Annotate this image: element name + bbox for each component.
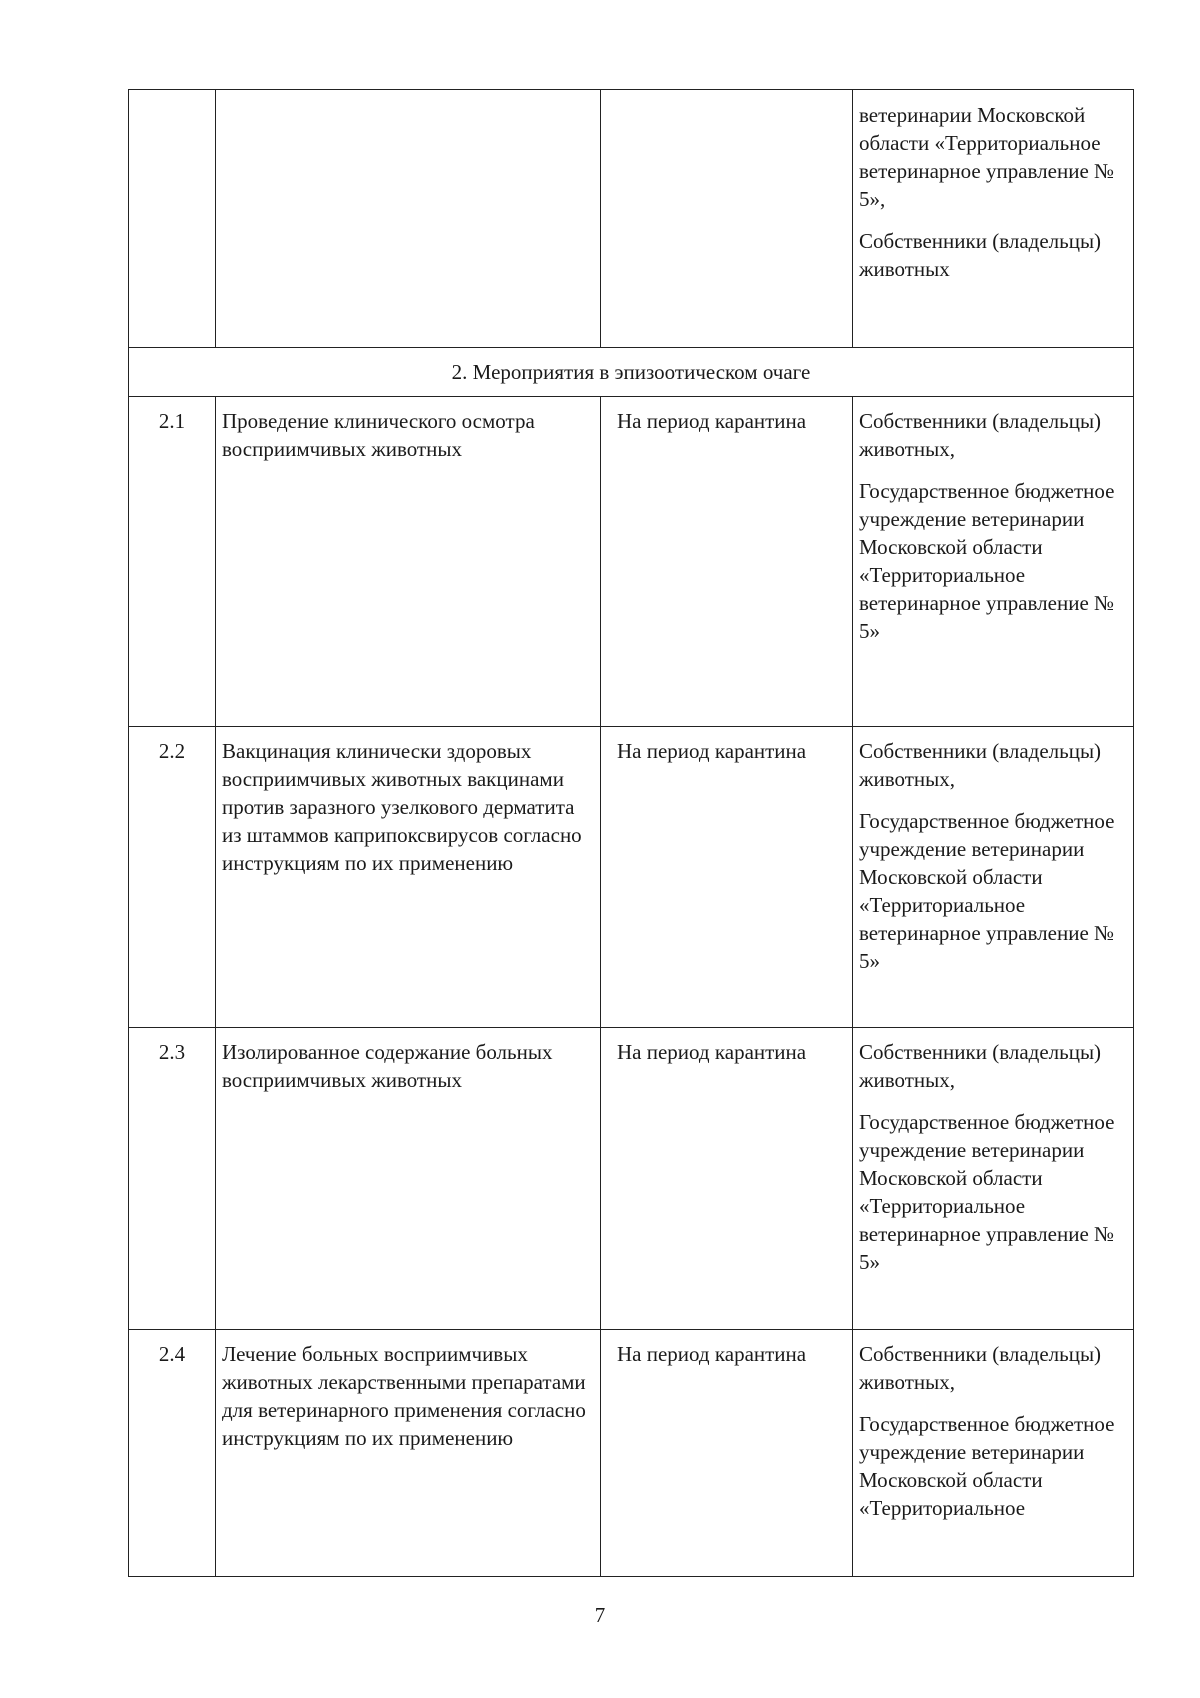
row-number: 2.2 <box>129 727 216 1028</box>
responsible-text: Государственное бюджетное учреждение ветеринарии Московской области «Территориальное ветеринарное управление № 5» <box>859 809 1115 973</box>
action-text: Изолированное содержание больных восприимчивых животных <box>216 1028 601 1330</box>
responsible-text: Государственное бюджетное учреждение ветеринарии Московской области «Территориальное ветеринарное управление № 5» <box>859 479 1115 643</box>
action-cell <box>216 90 601 348</box>
table-row <box>129 1028 1134 1330</box>
responsible-text: Собственники (владельцы) животных <box>859 229 1102 281</box>
term-cell <box>601 90 853 348</box>
responsible-cell <box>853 727 1134 1028</box>
term-text: На период карантина <box>601 1028 853 1330</box>
row-number: 2.4 <box>129 1330 216 1577</box>
responsible-text: Государственное бюджетное учреждение ветеринарии Московской области «Территориальное <box>859 1412 1115 1520</box>
responsible-text: Собственники (владельцы) животных, <box>859 1342 1102 1394</box>
measures-table <box>128 89 1134 1577</box>
row-number: 2.3 <box>129 1028 216 1330</box>
table-row <box>129 397 1134 727</box>
section-title: 2. Мероприятия в эпизоотическом очаге <box>129 348 1134 397</box>
table-row <box>129 90 1134 348</box>
responsible-text: Собственники (владельцы) животных, <box>859 739 1102 791</box>
responsible-cell <box>853 90 1134 348</box>
term-text: На период карантина <box>601 1330 853 1577</box>
table-row <box>129 1330 1134 1577</box>
responsible-cell <box>853 1330 1134 1577</box>
number-cell <box>129 90 216 348</box>
section-row <box>129 348 1134 397</box>
page-number: 7 <box>594 1603 606 1627</box>
responsible-cell <box>853 1028 1134 1330</box>
responsible-text: Собственники (владельцы) животных, <box>859 409 1102 461</box>
table-row <box>129 727 1134 1028</box>
term-text: На период карантина <box>601 727 853 1028</box>
row-number: 2.1 <box>129 397 216 727</box>
action-text: Вакцинация клинически здоровых восприимчивых животных вакцинами против заразного узелкового дерматита из штаммов каприпоксвирусов согласно инструкциям по их применению <box>216 727 601 1028</box>
action-text: Проведение клинического осмотра восприимчивых животных <box>216 397 601 727</box>
responsible-cell <box>853 397 1134 727</box>
action-text: Лечение больных восприимчивых животных лекарственными препаратами для ветеринарного применения согласно инструкциям по их применению <box>216 1330 601 1577</box>
responsible-text: ветеринарии Московской области «Территориальное ветеринарное управление № 5», <box>859 103 1115 211</box>
responsible-text: Государственное бюджетное учреждение ветеринарии Московской области «Территориальное ветеринарное управление № 5» <box>859 1110 1115 1274</box>
responsible-text: Собственники (владельцы) животных, <box>859 1040 1102 1092</box>
term-text: На период карантина <box>601 397 853 727</box>
